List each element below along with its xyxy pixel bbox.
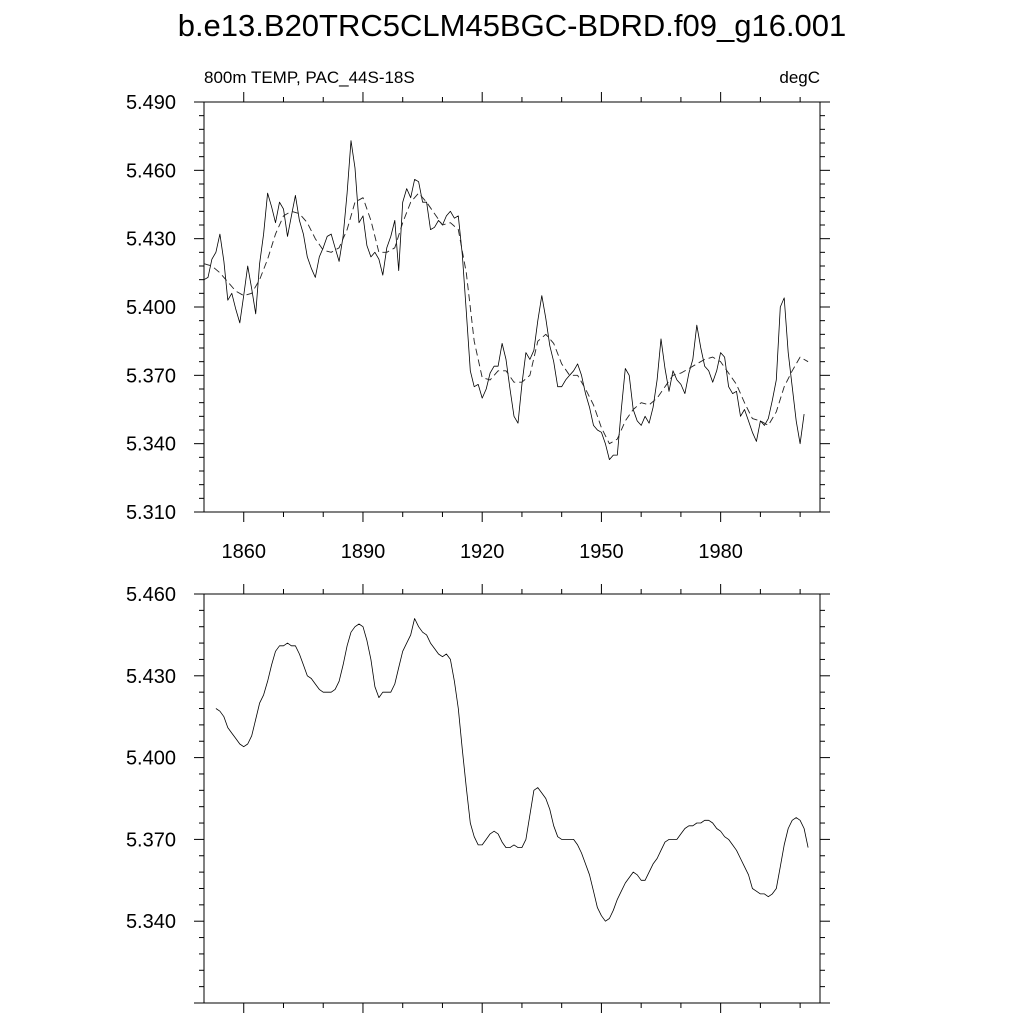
top-plot-frame xyxy=(204,102,820,512)
bottom-y-tick-label: 5.400 xyxy=(125,747,176,770)
bottom-series-solid-line xyxy=(216,619,808,922)
top-y-tick-label: 5.430 xyxy=(125,228,176,251)
top-series-solid-line xyxy=(204,141,804,460)
top-y-tick-label: 5.310 xyxy=(125,502,176,524)
top-series-dashed-line xyxy=(204,193,808,444)
chart-title: b.e13.B20TRC5CLM45BGC-BDRD.f09_g16.001 xyxy=(177,8,847,43)
top-x-tick-label: 1950 xyxy=(579,541,624,563)
top-y-tick-label: 5.370 xyxy=(125,365,176,388)
top-panel xyxy=(126,68,830,563)
top-x-tick-label: 1860 xyxy=(221,541,266,563)
bottom-y-tick-label: 5.460 xyxy=(125,584,176,606)
bottom-y-tick-label: 5.340 xyxy=(125,911,176,934)
bottom-y-tick-label: 5.430 xyxy=(125,665,176,688)
top-y-tick-label: 5.340 xyxy=(125,433,176,456)
top-panel-unit-label: degC xyxy=(779,68,820,87)
bottom-y-tick-label: 5.370 xyxy=(125,829,176,852)
top-y-tick-label: 5.490 xyxy=(125,92,176,114)
top-x-tick-label: 1980 xyxy=(698,541,743,563)
bottom-panel xyxy=(126,584,830,1013)
top-panel-variable-label: 800m TEMP, PAC_44S-18S xyxy=(204,68,415,87)
bottom-plot-frame xyxy=(204,594,820,1003)
top-x-tick-label: 1890 xyxy=(340,541,386,563)
top-y-tick-label: 5.400 xyxy=(125,297,176,319)
top-x-tick-label: 1920 xyxy=(459,541,505,563)
top-y-tick-label: 5.460 xyxy=(125,160,176,183)
